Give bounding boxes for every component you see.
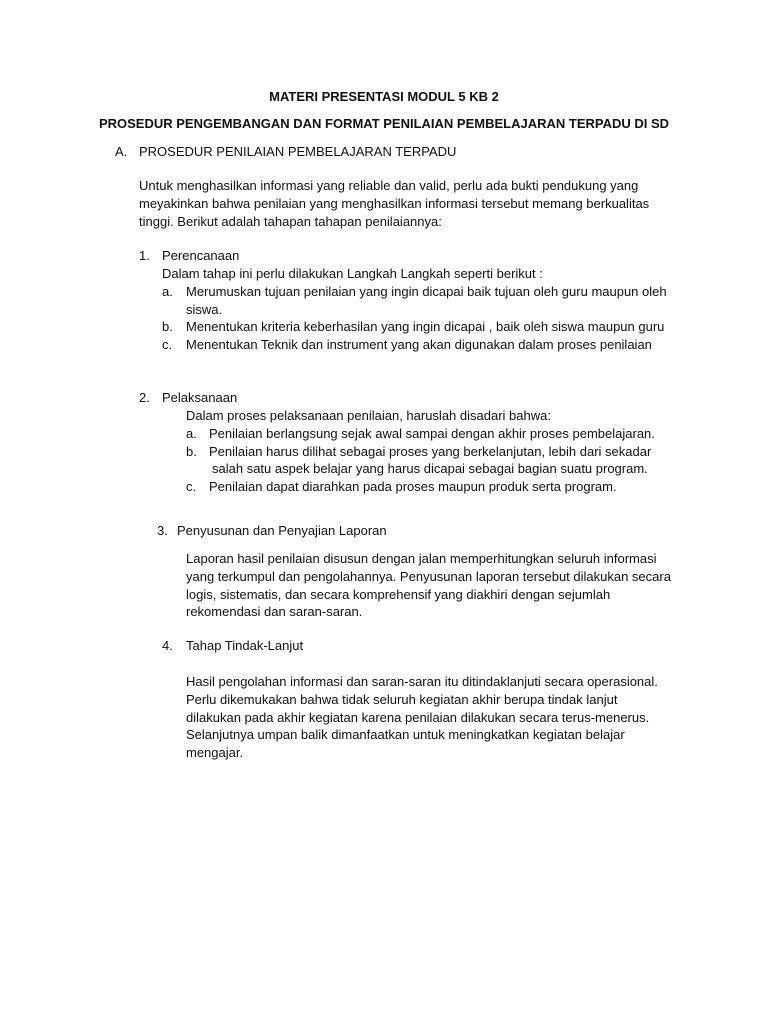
step-2-item-text: Penilaian dapat diarahkan pada proses maupun produk serta program. xyxy=(209,479,617,494)
step-2-item-marker: a. xyxy=(186,426,197,441)
step-1-lead: Dalam tahap ini perlu dilakukan Langkah Langkah seperti berikut : xyxy=(162,266,543,281)
step-2-lead: Dalam proses pelaksanaan penilaian, haruslah disadari bahwa: xyxy=(186,408,551,423)
step-4-number: 4. xyxy=(162,638,173,653)
step-3-paragraph xyxy=(186,550,706,621)
step-1-item-marker: a. xyxy=(162,284,173,299)
intro-line: Untuk menghasilkan informasi yang reliable dan valid, perlu ada bukti pendukung yang xyxy=(139,178,639,193)
step-3-line: logis, sistematis, dan secara komprehensif yang diakhiri dengan sejumlah xyxy=(186,586,611,602)
step-4-line: Selanjutnya umpan balik dimanfaatkan untuk meningkatkan kegiatan belajar xyxy=(186,727,625,743)
document-title: MATERI PRESENTASI MODUL 5 KB 2 xyxy=(269,89,499,104)
step-3-line: Laporan hasil penilaian disusun dengan jalan memperhitungkan seluruh informasi xyxy=(186,551,657,566)
step-3-line: rekomendasi dan saran-saran. xyxy=(186,604,363,620)
step-1-number: 1. xyxy=(139,248,150,263)
step-2-number: 2. xyxy=(139,390,150,405)
document-subtitle: PROSEDUR PENGEMBANGAN DAN FORMAT PENILAIAN PEMBELAJARAN TERPADU DI SD xyxy=(98,116,670,131)
step-3-title: Penyusunan dan Penyajian Laporan xyxy=(177,523,387,538)
step-2-item-marker: c. xyxy=(186,479,197,494)
step-3-line: yang terkumpul dan pengolahannya. Penyusunan laporan tersebut dilakukan secara xyxy=(186,568,671,584)
step-4-line: dilakukan pada akhir kegiatan karena penilaian dilakukan secara terus-menerus. xyxy=(186,709,650,725)
step-1-title: Perencanaan xyxy=(162,248,240,263)
step-4-paragraph xyxy=(186,673,706,762)
intro-paragraph xyxy=(139,177,699,230)
step-2-item-text: Penilaian berlangsung sejak awal sampai dengan akhir proses pembelajaran. xyxy=(209,426,655,441)
section-a-marker: A. xyxy=(115,144,128,159)
step-1-item-text: Menentukan kriteria keberhasilan yang ingin dicapai , baik oleh siswa maupun guru xyxy=(186,319,665,334)
step-1-item-text: Merumuskan tujuan penilaian yang ingin dicapai baik tujuan oleh guru maupun oleh xyxy=(186,284,667,299)
intro-line: meyakinkan bahwa penilaian yang menghasilkan informasi tersebut memang berkualitas xyxy=(139,195,650,211)
step-4-line: mengajar. xyxy=(186,745,244,761)
step-1-item-text-cont: siswa. xyxy=(186,302,223,317)
step-2-title: Pelaksanaan xyxy=(162,390,238,405)
section-a-heading: PROSEDUR PENILAIAN PEMBELAJARAN TERPADU xyxy=(139,144,457,159)
step-4-line: Perlu dikemukakan bahwa tidak seluruh kegiatan akhir berupa tindak lanjut xyxy=(186,691,618,707)
step-1-item-marker: c. xyxy=(162,337,173,352)
step-2-item-marker: b. xyxy=(186,444,197,459)
intro-line: tinggi. Berikut adalah tahapan tahapan penilaiannya: xyxy=(139,213,442,229)
step-2-item-text-cont: salah satu aspek belajar yang harus dicapai sebagai bagian suatu program. xyxy=(212,461,648,476)
step-4-line: Hasil pengolahan informasi dan saran-saran itu ditindaklanjuti secara operasional. xyxy=(186,674,658,689)
step-3-number: 3. xyxy=(157,523,168,538)
step-1-item-marker: b. xyxy=(162,319,173,334)
step-4-title: Tahap Tindak-Lanjut xyxy=(186,638,304,653)
step-2-item-text: Penilaian harus dilihat sebagai proses yang berkelanjutan, lebih dari sekadar xyxy=(209,444,652,459)
step-1-item-text: Menentukan Teknik dan instrument yang akan digunakan dalam proses penilaian xyxy=(186,337,652,352)
